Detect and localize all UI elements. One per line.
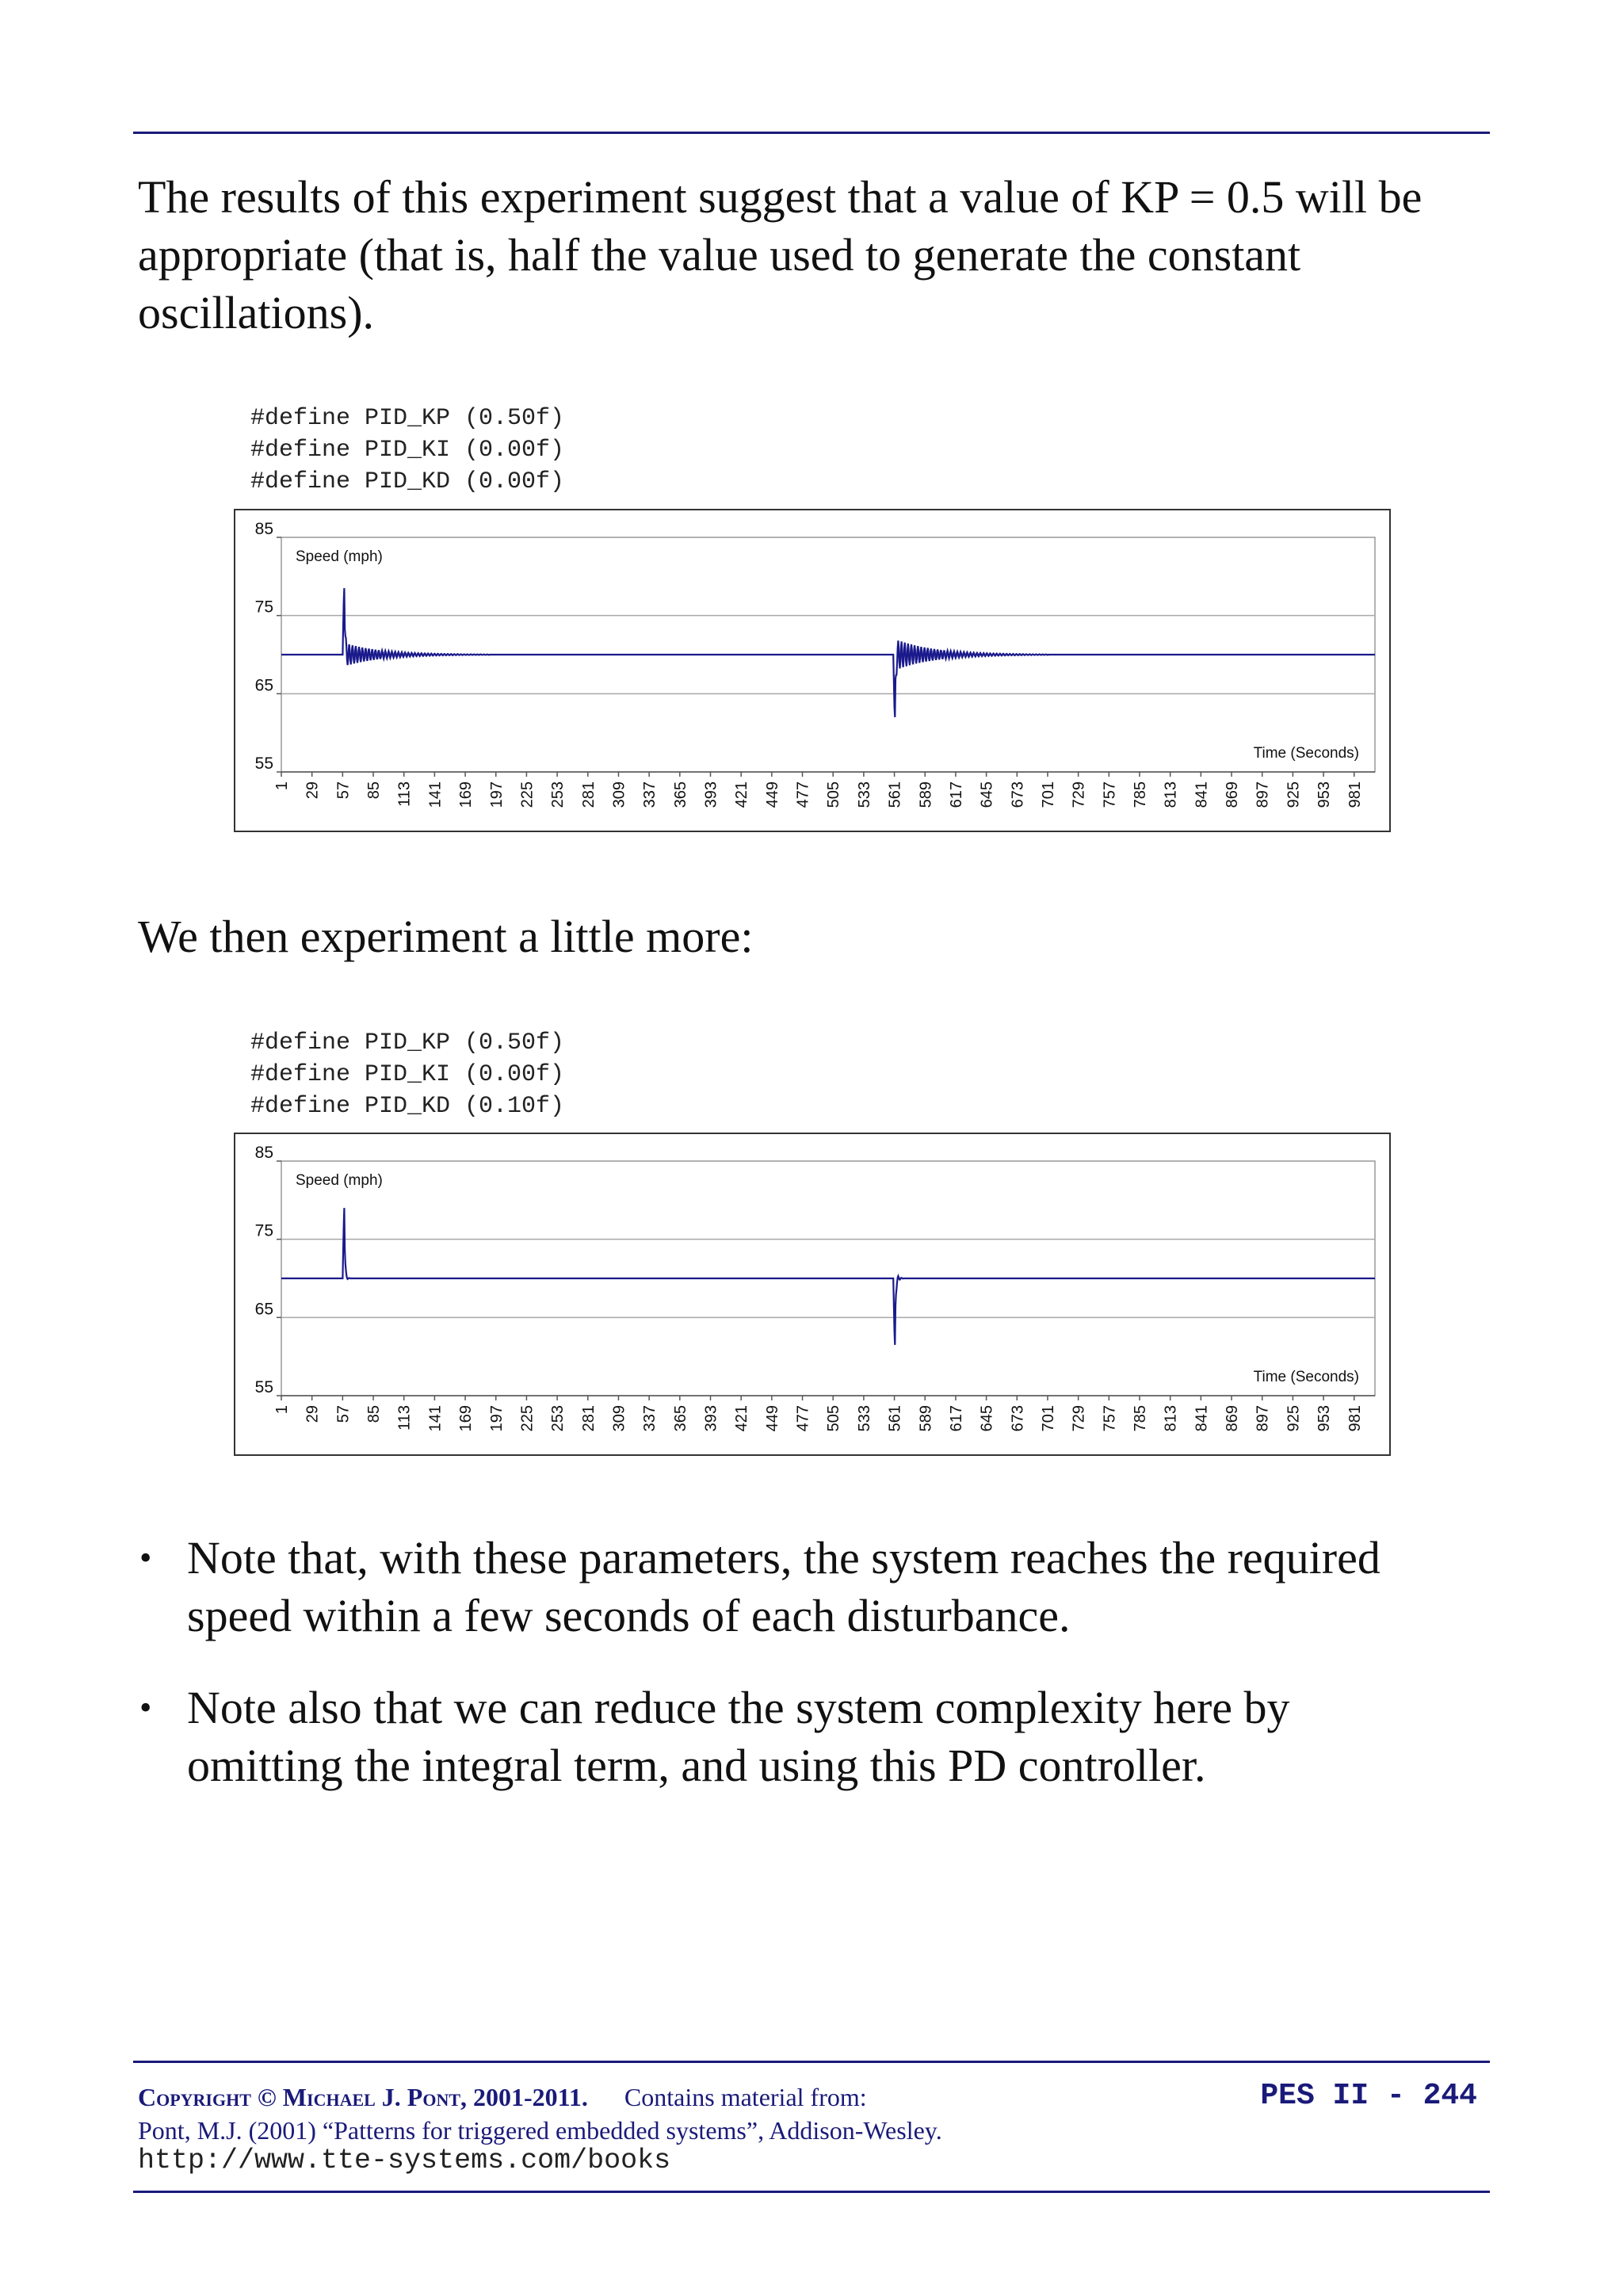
x-tick-label: 757 xyxy=(1101,781,1119,808)
x-tick-label: 925 xyxy=(1285,1405,1303,1432)
x-tick-label: 393 xyxy=(702,1405,720,1432)
x-tick-label: 785 xyxy=(1132,781,1150,808)
x-tick-label: 85 xyxy=(365,781,384,800)
x-tick-label: 701 xyxy=(1039,781,1057,808)
x-tick-label: 281 xyxy=(579,781,598,808)
x-tick-label: 561 xyxy=(886,781,904,808)
speed-chart-pd-control xyxy=(234,1133,1391,1456)
y-tick-label: 65 xyxy=(254,1300,273,1319)
code-block-kp-only: #define PID_KP (0.50f) #define PID_KI (0.00f) #define PID_KD (0.00f) xyxy=(250,405,565,495)
x-tick-label: 113 xyxy=(395,1405,414,1431)
x-tick-label: 141 xyxy=(426,781,445,808)
x-tick-label: 897 xyxy=(1254,1405,1272,1432)
x-tick-label: 505 xyxy=(825,781,843,808)
x-tick-label: 869 xyxy=(1224,1405,1242,1432)
y-tick-label: 55 xyxy=(254,1378,273,1396)
x-tick-label: 57 xyxy=(334,781,353,800)
bullet-text-1: Note that, with these parameters, the system reaches the required speed within a few seconds of each disturbance. xyxy=(187,1532,1381,1641)
footer-rule-bottom xyxy=(133,2191,1490,2193)
x-tick-label: 533 xyxy=(855,781,873,808)
bullet-text-2: Note also that we can reduce the system complexity here by omitting the integral term, and using this PD controller. xyxy=(187,1682,1290,1791)
x-tick-label: 169 xyxy=(457,781,475,808)
y-tick-label: 85 xyxy=(254,520,273,538)
y-tick-label: 85 xyxy=(254,1144,273,1162)
x-tick-label: 729 xyxy=(1070,1405,1088,1432)
chart-p-control-svg xyxy=(235,510,1389,831)
x-tick-label: 225 xyxy=(518,781,537,808)
footer-contains: Contains material from: xyxy=(624,2083,867,2111)
x-tick-label: 365 xyxy=(671,1405,689,1432)
footer-copyright: Copyright © Michael J. Pont, 2001-2011. xyxy=(138,2083,588,2111)
x-tick-label: 253 xyxy=(549,1405,567,1432)
x-tick-label: 393 xyxy=(702,781,720,808)
x-tick-label: 197 xyxy=(487,1405,506,1432)
x-tick-label: 645 xyxy=(978,1405,996,1432)
x-tick-label: 1 xyxy=(273,1405,291,1415)
x-tick-label: 953 xyxy=(1316,1405,1334,1432)
speed-chart-p-control xyxy=(234,509,1391,832)
x-tick-label: 785 xyxy=(1132,1405,1150,1432)
x-tick-label: 925 xyxy=(1285,781,1303,808)
bullet-dot: • xyxy=(139,1688,152,1727)
x-tick-label: 57 xyxy=(334,1405,353,1423)
x-tick-label: 673 xyxy=(1009,781,1027,808)
x-tick-label: 197 xyxy=(487,781,506,808)
x-tick-label: 253 xyxy=(549,781,567,808)
series-label: Speed (mph) xyxy=(296,1172,383,1189)
x-tick-label: 281 xyxy=(579,1405,598,1432)
x-tick-label: 729 xyxy=(1070,781,1088,808)
x-tick-label: 869 xyxy=(1224,781,1242,808)
middle-paragraph: We then experiment a little more: xyxy=(138,911,754,962)
x-tick-label: 897 xyxy=(1254,781,1272,808)
x-tick-label: 841 xyxy=(1193,781,1211,808)
x-tick-label: 701 xyxy=(1039,1405,1057,1432)
x-tick-label: 981 xyxy=(1346,1405,1364,1432)
x-tick-label: 1 xyxy=(273,781,291,791)
x-tick-label: 29 xyxy=(304,1405,322,1423)
x-tick-label: 589 xyxy=(917,1405,935,1432)
y-tick-label: 55 xyxy=(254,755,273,773)
bullet-item-2 xyxy=(139,1679,1455,1794)
x-tick-label: 365 xyxy=(671,781,689,808)
code-block-pd: #define PID_KP (0.50f) #define PID_KI (0.00f) #define PID_KD (0.10f) xyxy=(250,1030,565,1120)
x-tick-label: 449 xyxy=(763,1405,781,1432)
x-tick-label: 337 xyxy=(641,781,659,808)
x-tick-label: 561 xyxy=(886,1405,904,1432)
x-tick-label: 29 xyxy=(304,781,322,800)
x-tick-label: 141 xyxy=(426,1405,445,1432)
intro-paragraph: The results of this experiment suggest that a value of KP = 0.5 will be appropriate (that is, half the value used to generate the constant oscillations). xyxy=(138,171,1423,338)
x-tick-label: 477 xyxy=(794,781,812,808)
page-number: PES II - 244 xyxy=(1260,2079,1477,2113)
y-tick-label: 75 xyxy=(254,598,273,617)
x-tick-label: 337 xyxy=(641,1405,659,1432)
x-tick-label: 813 xyxy=(1162,781,1180,808)
x-axis-label: Time (Seconds) xyxy=(1253,745,1359,762)
footer-source: Pont, M.J. (2001) “Patterns for triggered embedded systems”, Addison-Wesley. xyxy=(138,2116,942,2145)
x-tick-label: 953 xyxy=(1316,781,1334,808)
x-tick-label: 533 xyxy=(855,1405,873,1432)
x-tick-label: 617 xyxy=(947,1405,965,1432)
x-tick-label: 841 xyxy=(1193,1405,1211,1432)
x-tick-label: 309 xyxy=(610,1405,628,1432)
header-rule xyxy=(133,132,1490,134)
x-tick-label: 421 xyxy=(733,1405,751,1432)
x-tick-label: 421 xyxy=(733,781,751,808)
x-tick-label: 309 xyxy=(610,781,628,808)
chart-pd-control-svg xyxy=(235,1134,1389,1454)
x-tick-label: 85 xyxy=(365,1405,384,1423)
series-label: Speed (mph) xyxy=(296,548,383,565)
x-tick-label: 645 xyxy=(978,781,996,808)
footer-copyright-line xyxy=(138,2080,867,2115)
footer-rule-top xyxy=(133,2061,1490,2063)
y-tick-label: 65 xyxy=(254,676,273,695)
x-tick-label: 505 xyxy=(825,1405,843,1432)
y-tick-label: 75 xyxy=(254,1221,273,1240)
x-tick-label: 757 xyxy=(1101,1405,1119,1432)
x-axis-label: Time (Seconds) xyxy=(1253,1369,1359,1385)
x-tick-label: 981 xyxy=(1346,781,1364,808)
x-tick-label: 477 xyxy=(794,1405,812,1432)
x-tick-label: 813 xyxy=(1162,1405,1180,1432)
x-tick-label: 225 xyxy=(518,1405,537,1432)
x-tick-label: 113 xyxy=(395,781,414,807)
x-tick-label: 169 xyxy=(457,1405,475,1432)
bullet-dot: • xyxy=(139,1538,152,1577)
bullet-item-1 xyxy=(139,1529,1455,1645)
x-tick-label: 589 xyxy=(917,781,935,808)
x-tick-label: 673 xyxy=(1009,1405,1027,1432)
footer-url: http://www.tte-systems.com/books xyxy=(138,2145,671,2176)
x-tick-label: 449 xyxy=(763,781,781,808)
x-tick-label: 617 xyxy=(947,781,965,808)
